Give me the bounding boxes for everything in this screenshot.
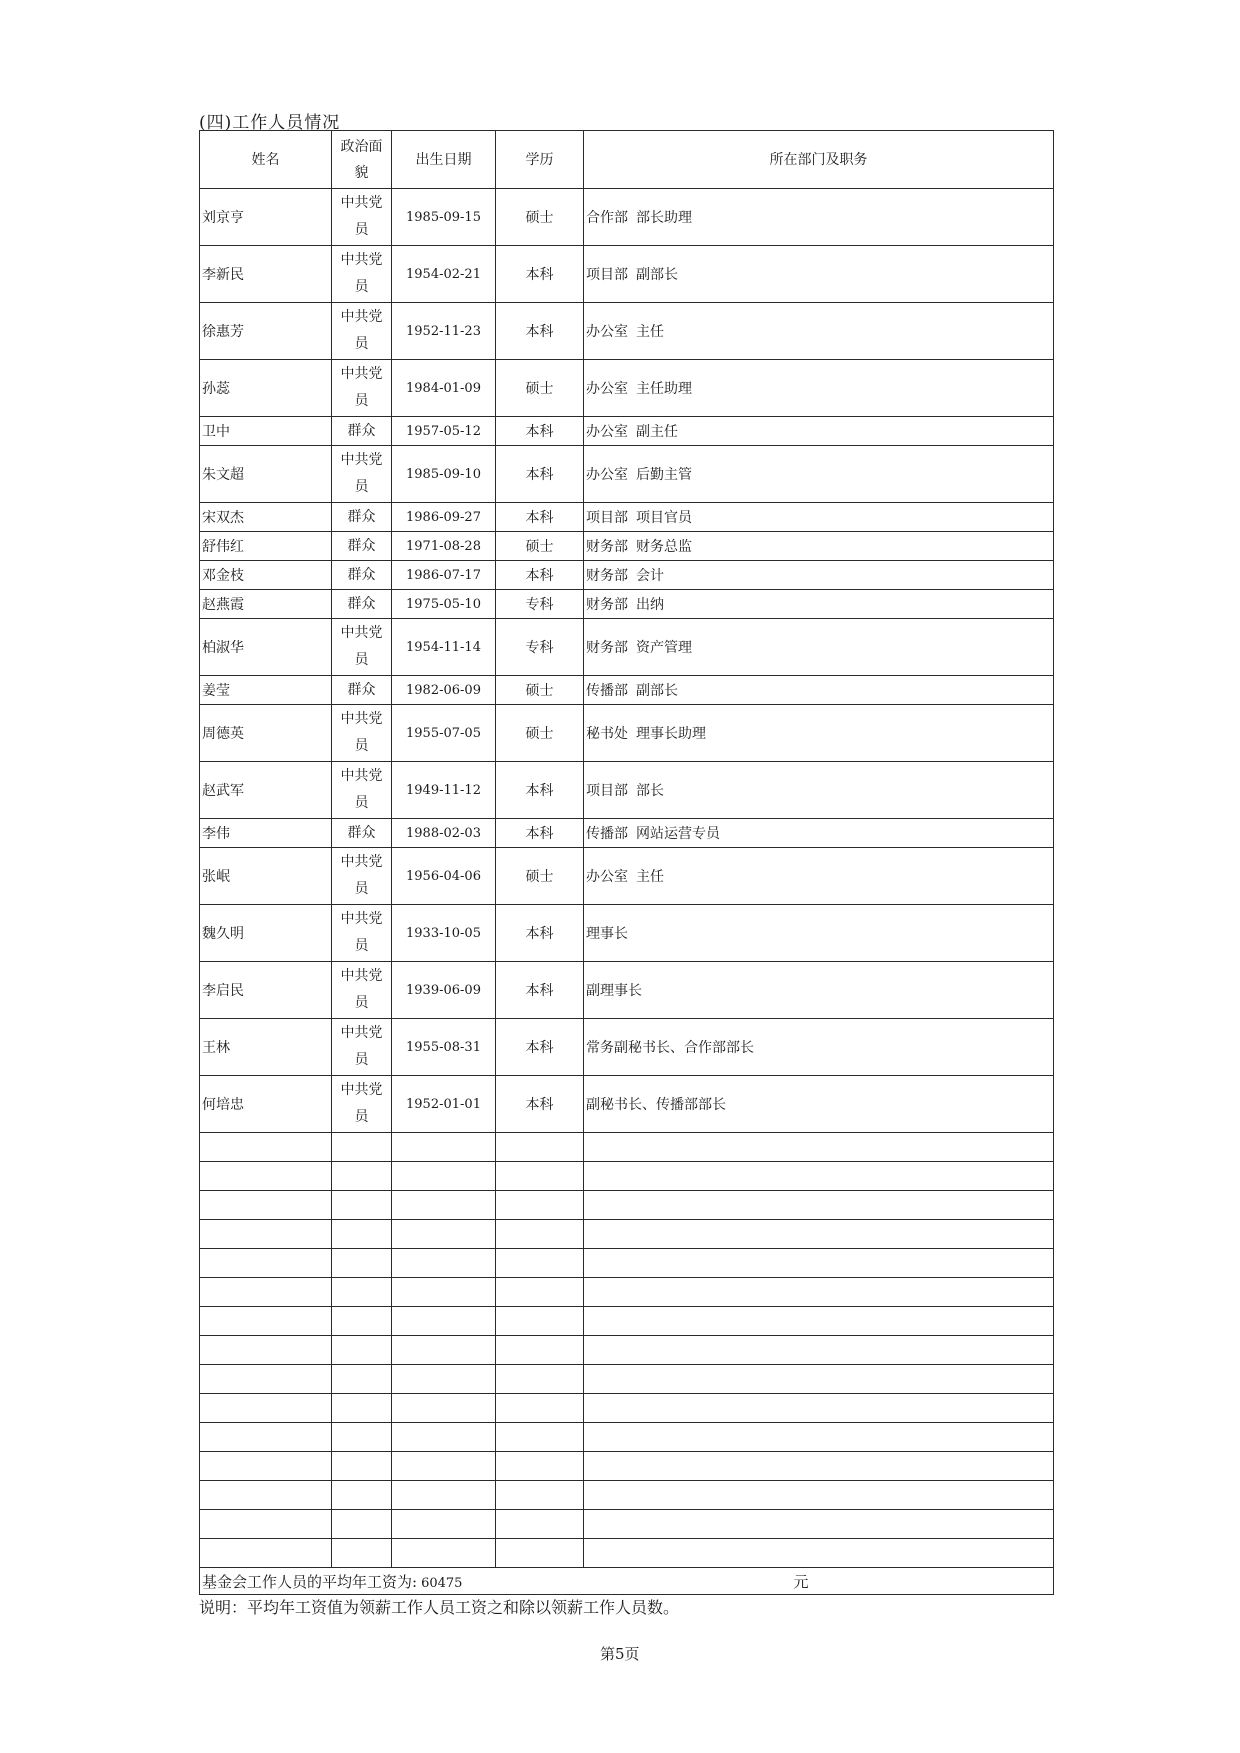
cell-political — [332, 1019, 392, 1076]
blank-cell — [584, 1336, 1054, 1365]
blank-cell — [496, 1220, 584, 1249]
blank-cell — [392, 1394, 496, 1423]
table-row — [200, 962, 1054, 1019]
cell-name: 赵燕霞 — [200, 590, 332, 619]
cell-position — [584, 619, 1054, 676]
department-text: 财务部 — [586, 568, 628, 584]
blank-table-row — [200, 1220, 1054, 1249]
blank-cell — [332, 1162, 392, 1191]
cell-political — [332, 590, 392, 619]
blank-cell — [496, 1365, 584, 1394]
job-title-text: 主任 — [636, 869, 664, 885]
header-position: 所在部门及职务 — [584, 131, 1054, 189]
blank-cell — [584, 1307, 1054, 1336]
section-title: (四)工作人员情况 — [199, 113, 341, 133]
department-text: 财务部 — [586, 597, 628, 613]
blank-table-row — [200, 1394, 1054, 1423]
blank-cell — [392, 1452, 496, 1481]
cell-political — [332, 819, 392, 848]
job-title-text: 主任 — [636, 324, 664, 340]
cell-education: 本科 — [496, 246, 584, 303]
blank-cell — [392, 1510, 496, 1539]
table-row — [200, 303, 1054, 360]
blank-cell — [332, 1510, 392, 1539]
cell-birth: 1982-06-09 — [392, 676, 496, 705]
blank-cell — [200, 1278, 332, 1307]
political-text: 中共党 — [340, 252, 383, 268]
blank-cell — [584, 1481, 1054, 1510]
blank-cell — [496, 1510, 584, 1539]
header-birth: 出生日期 — [392, 131, 496, 189]
footnote: 说明：平均年工资值为领薪工作人员工资之和除以领薪工作人员数。 — [199, 1598, 680, 1617]
political-text: 员 — [354, 1109, 369, 1125]
blank-table-row — [200, 1481, 1054, 1510]
cell-name: 孙蕊 — [200, 360, 332, 417]
political-text: 群众 — [347, 422, 376, 439]
cell-name: 李伟 — [200, 819, 332, 848]
blank-table-row — [200, 1133, 1054, 1162]
blank-cell — [584, 1162, 1054, 1191]
blank-cell — [392, 1220, 496, 1249]
cell-education: 本科 — [496, 905, 584, 962]
blank-table-row — [200, 1249, 1054, 1278]
blank-cell — [496, 1423, 584, 1452]
table-row — [200, 532, 1054, 561]
table-row — [200, 676, 1054, 705]
political-text: 中共党 — [340, 968, 383, 984]
department-text: 副秘书长、传播部部长 — [586, 1097, 726, 1113]
job-title-text: 资产管理 — [636, 640, 692, 656]
cell-birth: 1985-09-15 — [392, 189, 496, 246]
blank-cell — [496, 1481, 584, 1510]
cell-position — [584, 1019, 1054, 1076]
cell-political — [332, 676, 392, 705]
cell-position — [584, 962, 1054, 1019]
blank-cell — [584, 1278, 1054, 1307]
political-text: 员 — [354, 738, 369, 754]
blank-cell — [392, 1191, 496, 1220]
cell-birth: 1939-06-09 — [392, 962, 496, 1019]
blank-cell — [200, 1365, 332, 1394]
blank-cell — [496, 1278, 584, 1307]
blank-cell — [584, 1133, 1054, 1162]
job-title-text: 部长助理 — [636, 210, 692, 226]
blank-table-row — [200, 1510, 1054, 1539]
blank-cell — [584, 1539, 1054, 1568]
cell-position — [584, 905, 1054, 962]
cell-position — [584, 360, 1054, 417]
table-row — [200, 819, 1054, 848]
cell-name: 卫中 — [200, 417, 332, 446]
political-text: 员 — [354, 393, 369, 409]
blank-cell — [584, 1510, 1054, 1539]
department-text: 传播部 — [586, 826, 628, 842]
blank-cell — [496, 1307, 584, 1336]
cell-political — [332, 619, 392, 676]
department-text: 副理事长 — [586, 983, 642, 999]
blank-table-row — [200, 1307, 1054, 1336]
table-row — [200, 417, 1054, 446]
table-row — [200, 619, 1054, 676]
cell-position — [584, 1076, 1054, 1133]
blank-cell — [584, 1191, 1054, 1220]
cell-political — [332, 503, 392, 532]
cell-name: 朱文超 — [200, 446, 332, 503]
cell-political — [332, 189, 392, 246]
blank-cell — [200, 1336, 332, 1365]
cell-political — [332, 417, 392, 446]
cell-position — [584, 417, 1054, 446]
department-text: 项目部 — [586, 510, 628, 526]
blank-cell — [392, 1133, 496, 1162]
blank-cell — [392, 1365, 496, 1394]
cell-name: 李启民 — [200, 962, 332, 1019]
table-row — [200, 189, 1054, 246]
job-title-text: 主任助理 — [636, 381, 692, 397]
cell-political — [332, 532, 392, 561]
cell-education: 硕士 — [496, 189, 584, 246]
cell-position — [584, 303, 1054, 360]
political-text: 员 — [354, 279, 369, 295]
political-text: 中共党 — [340, 768, 383, 784]
cell-political — [332, 705, 392, 762]
header-political-line2: 貌 — [354, 164, 369, 181]
blank-cell — [200, 1423, 332, 1452]
blank-cell — [200, 1162, 332, 1191]
political-text: 群众 — [347, 566, 376, 583]
blank-cell — [332, 1191, 392, 1220]
political-text: 中共党 — [340, 309, 383, 325]
job-title-text: 理事长助理 — [636, 726, 706, 742]
cell-education: 硕士 — [496, 676, 584, 705]
cell-education: 本科 — [496, 962, 584, 1019]
cell-political — [332, 1076, 392, 1133]
cell-political — [332, 962, 392, 1019]
cell-name: 周德英 — [200, 705, 332, 762]
header-political-line1: 政治面 — [340, 138, 383, 155]
cell-name: 魏久明 — [200, 905, 332, 962]
cell-birth: 1988-02-03 — [392, 819, 496, 848]
blank-table-row — [200, 1452, 1054, 1481]
cell-education: 硕士 — [496, 532, 584, 561]
header-political — [332, 131, 392, 189]
table-row — [200, 446, 1054, 503]
cell-education: 本科 — [496, 446, 584, 503]
cell-political — [332, 446, 392, 503]
table-row — [200, 503, 1054, 532]
table-row — [200, 762, 1054, 819]
department-text: 办公室 — [586, 424, 628, 440]
blank-table-row — [200, 1336, 1054, 1365]
cell-education: 本科 — [496, 1076, 584, 1133]
cell-position — [584, 590, 1054, 619]
blank-cell — [332, 1220, 392, 1249]
department-text: 传播部 — [586, 683, 628, 699]
blank-cell — [496, 1394, 584, 1423]
department-text: 办公室 — [586, 381, 628, 397]
cell-education: 专科 — [496, 619, 584, 676]
blank-cell — [332, 1336, 392, 1365]
cell-position — [584, 819, 1054, 848]
table-row — [200, 705, 1054, 762]
cell-political — [332, 905, 392, 962]
blank-cell — [584, 1452, 1054, 1481]
political-text: 中共党 — [340, 911, 383, 927]
table-row — [200, 561, 1054, 590]
department-text: 办公室 — [586, 324, 628, 340]
blank-cell — [200, 1133, 332, 1162]
department-text: 合作部 — [586, 210, 628, 226]
department-text: 办公室 — [586, 869, 628, 885]
department-text: 财务部 — [586, 539, 628, 555]
cell-birth: 1986-07-17 — [392, 561, 496, 590]
table-row — [200, 246, 1054, 303]
blank-cell — [332, 1452, 392, 1481]
salary-unit: 元 — [793, 1572, 809, 1591]
blank-cell — [392, 1481, 496, 1510]
blank-cell — [332, 1481, 392, 1510]
department-text: 项目部 — [586, 267, 628, 283]
cell-name: 李新民 — [200, 246, 332, 303]
political-text: 员 — [354, 479, 369, 495]
blank-table-row — [200, 1365, 1054, 1394]
cell-birth: 1986-09-27 — [392, 503, 496, 532]
political-text: 中共党 — [340, 854, 383, 870]
job-title-text: 副部长 — [636, 267, 678, 283]
blank-cell — [496, 1539, 584, 1568]
cell-position — [584, 446, 1054, 503]
salary-row — [200, 1568, 1054, 1595]
political-text: 员 — [354, 881, 369, 897]
cell-birth: 1984-01-09 — [392, 360, 496, 417]
job-title-text: 副部长 — [636, 683, 678, 699]
cell-position — [584, 246, 1054, 303]
blank-cell — [392, 1162, 496, 1191]
table-row — [200, 590, 1054, 619]
cell-education: 硕士 — [496, 848, 584, 905]
department-text: 秘书处 — [586, 726, 628, 742]
political-text: 中共党 — [340, 1025, 383, 1041]
job-title-text: 网站运营专员 — [636, 826, 720, 842]
blank-cell — [584, 1365, 1054, 1394]
cell-name: 柏淑华 — [200, 619, 332, 676]
cell-name: 刘京亨 — [200, 189, 332, 246]
cell-education: 本科 — [496, 1019, 584, 1076]
table-header-row — [200, 131, 1054, 189]
cell-position — [584, 532, 1054, 561]
job-title-text: 部长 — [636, 783, 664, 799]
cell-birth: 1949-11-12 — [392, 762, 496, 819]
blank-cell — [200, 1191, 332, 1220]
blank-table-row — [200, 1278, 1054, 1307]
cell-name: 张岷 — [200, 848, 332, 905]
staff-table — [199, 130, 1054, 1595]
blank-cell — [496, 1162, 584, 1191]
blank-cell — [584, 1220, 1054, 1249]
header-name: 姓名 — [200, 131, 332, 189]
blank-table-row — [200, 1162, 1054, 1191]
cell-education: 本科 — [496, 819, 584, 848]
cell-birth: 1954-11-14 — [392, 619, 496, 676]
cell-political — [332, 246, 392, 303]
cell-birth: 1954-02-21 — [392, 246, 496, 303]
table-row — [200, 1019, 1054, 1076]
blank-cell — [200, 1452, 332, 1481]
blank-cell — [584, 1423, 1054, 1452]
blank-cell — [496, 1249, 584, 1278]
cell-political — [332, 561, 392, 590]
blank-cell — [332, 1307, 392, 1336]
department-text: 办公室 — [586, 467, 628, 483]
salary-cell — [200, 1568, 1054, 1595]
political-text: 中共党 — [340, 625, 383, 641]
political-text: 中共党 — [340, 195, 383, 211]
cell-birth: 1985-09-10 — [392, 446, 496, 503]
blank-cell — [332, 1394, 392, 1423]
cell-name: 姜莹 — [200, 676, 332, 705]
job-title-text: 会计 — [636, 568, 664, 584]
political-text: 群众 — [347, 824, 376, 841]
blank-cell — [200, 1394, 332, 1423]
political-text: 员 — [354, 336, 369, 352]
blank-cell — [392, 1278, 496, 1307]
blank-table-row — [200, 1423, 1054, 1452]
cell-birth: 1975-05-10 — [392, 590, 496, 619]
cell-education: 本科 — [496, 561, 584, 590]
blank-cell — [200, 1481, 332, 1510]
cell-education: 本科 — [496, 762, 584, 819]
blank-cell — [392, 1336, 496, 1365]
cell-political — [332, 303, 392, 360]
cell-name: 邓金枝 — [200, 561, 332, 590]
job-title-text: 出纳 — [636, 597, 664, 613]
cell-position — [584, 848, 1054, 905]
blank-cell — [332, 1133, 392, 1162]
cell-position — [584, 705, 1054, 762]
cell-birth: 1952-01-01 — [392, 1076, 496, 1133]
job-title-text: 后勤主管 — [636, 467, 692, 483]
table-row — [200, 1076, 1054, 1133]
cell-position — [584, 561, 1054, 590]
salary-label: 基金会工作人员的平均年工资为: — [202, 1572, 418, 1591]
table-row — [200, 360, 1054, 417]
table-row — [200, 848, 1054, 905]
blank-cell — [200, 1249, 332, 1278]
blank-table-row — [200, 1191, 1054, 1220]
cell-birth: 1971-08-28 — [392, 532, 496, 561]
cell-political — [332, 360, 392, 417]
department-text: 项目部 — [586, 783, 628, 799]
political-text: 员 — [354, 995, 369, 1011]
blank-cell — [332, 1539, 392, 1568]
political-text: 员 — [354, 795, 369, 811]
cell-birth: 1957-05-12 — [392, 417, 496, 446]
blank-cell — [584, 1249, 1054, 1278]
header-education: 学历 — [496, 131, 584, 189]
cell-political — [332, 848, 392, 905]
blank-cell — [200, 1307, 332, 1336]
cell-position — [584, 503, 1054, 532]
political-text: 群众 — [347, 537, 376, 554]
political-text: 员 — [354, 1052, 369, 1068]
salary-value: 60475 — [421, 1575, 463, 1591]
table-row — [200, 905, 1054, 962]
blank-cell — [200, 1510, 332, 1539]
cell-name: 舒伟红 — [200, 532, 332, 561]
political-text: 中共党 — [340, 1082, 383, 1098]
political-text: 群众 — [347, 595, 376, 612]
blank-cell — [332, 1365, 392, 1394]
political-text: 群众 — [347, 508, 376, 525]
cell-birth: 1956-04-06 — [392, 848, 496, 905]
blank-cell — [584, 1394, 1054, 1423]
blank-cell — [200, 1220, 332, 1249]
blank-cell — [496, 1133, 584, 1162]
political-text: 群众 — [347, 681, 376, 698]
cell-position — [584, 762, 1054, 819]
cell-name: 宋双杰 — [200, 503, 332, 532]
political-text: 员 — [354, 222, 369, 238]
cell-education: 本科 — [496, 503, 584, 532]
political-text: 中共党 — [340, 452, 383, 468]
blank-cell — [332, 1278, 392, 1307]
cell-political — [332, 762, 392, 819]
blank-cell — [332, 1249, 392, 1278]
political-text: 员 — [354, 652, 369, 668]
cell-birth: 1955-07-05 — [392, 705, 496, 762]
blank-cell — [496, 1452, 584, 1481]
department-text: 财务部 — [586, 640, 628, 656]
cell-education: 本科 — [496, 417, 584, 446]
cell-birth: 1955-08-31 — [392, 1019, 496, 1076]
cell-education: 专科 — [496, 590, 584, 619]
blank-cell — [392, 1423, 496, 1452]
political-text: 员 — [354, 938, 369, 954]
cell-birth: 1952-11-23 — [392, 303, 496, 360]
blank-cell — [496, 1336, 584, 1365]
blank-cell — [392, 1249, 496, 1278]
department-text: 理事长 — [586, 926, 628, 942]
cell-birth: 1933-10-05 — [392, 905, 496, 962]
blank-cell — [392, 1307, 496, 1336]
job-title-text: 财务总监 — [636, 539, 692, 555]
political-text: 中共党 — [340, 711, 383, 727]
cell-education: 硕士 — [496, 360, 584, 417]
blank-cell — [392, 1539, 496, 1568]
blank-cell — [200, 1539, 332, 1568]
cell-name: 赵武军 — [200, 762, 332, 819]
cell-position — [584, 676, 1054, 705]
cell-education: 本科 — [496, 303, 584, 360]
blank-cell — [332, 1423, 392, 1452]
job-title-text: 副主任 — [636, 424, 678, 440]
cell-name: 徐惠芳 — [200, 303, 332, 360]
department-text: 常务副秘书长、合作部部长 — [586, 1040, 754, 1056]
political-text: 中共党 — [340, 366, 383, 382]
blank-cell — [496, 1191, 584, 1220]
page-number: 第5页 — [600, 1645, 640, 1663]
job-title-text: 项目官员 — [636, 510, 692, 526]
cell-education: 硕士 — [496, 705, 584, 762]
cell-name: 何培忠 — [200, 1076, 332, 1133]
cell-position — [584, 189, 1054, 246]
cell-name: 王林 — [200, 1019, 332, 1076]
blank-table-row — [200, 1539, 1054, 1568]
